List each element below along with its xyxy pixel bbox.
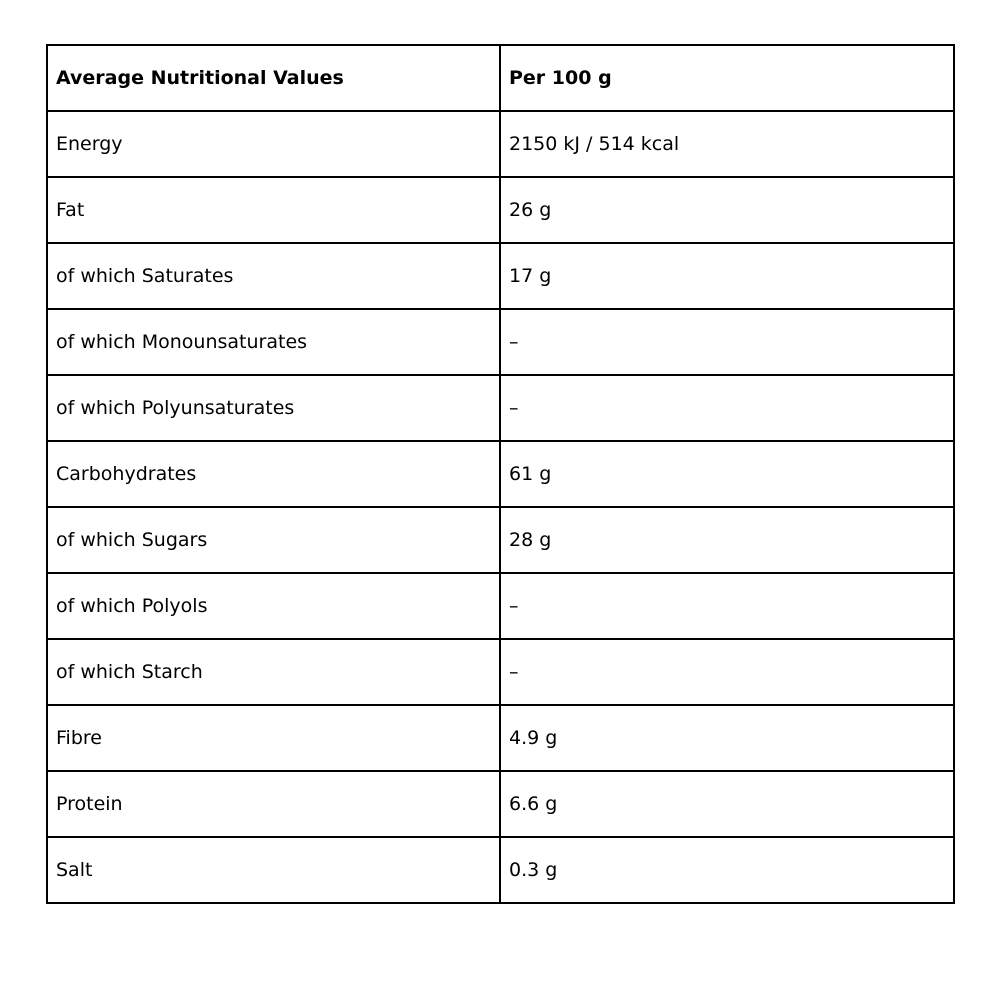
table-row <box>47 771 954 837</box>
table-row <box>47 441 954 507</box>
nutrient-name: Fat <box>47 177 500 243</box>
nutrient-name: of which Polyunsaturates <box>47 375 500 441</box>
nutrient-name: of which Polyols <box>47 573 500 639</box>
table-row <box>47 507 954 573</box>
nutrient-name: of which Saturates <box>47 243 500 309</box>
table-row <box>47 375 954 441</box>
nutrient-name: of which Sugars <box>47 507 500 573</box>
table-row <box>47 705 954 771</box>
table-row <box>47 111 954 177</box>
nutrient-value: 4.9 g <box>500 705 954 771</box>
table-row <box>47 177 954 243</box>
nutrient-name: Protein <box>47 771 500 837</box>
nutrient-name: Energy <box>47 111 500 177</box>
nutrient-value: 61 g <box>500 441 954 507</box>
table-row <box>47 243 954 309</box>
nutrient-name: of which Monounsaturates <box>47 309 500 375</box>
nutrient-value: – <box>500 573 954 639</box>
nutrient-name: Carbohydrates <box>47 441 500 507</box>
table-body <box>47 111 954 903</box>
header-row <box>47 45 954 111</box>
table-row <box>47 837 954 903</box>
table-row <box>47 639 954 705</box>
table-row <box>47 573 954 639</box>
nutrition-table <box>46 44 955 904</box>
nutrient-value: 28 g <box>500 507 954 573</box>
nutrient-value: – <box>500 639 954 705</box>
nutrient-value: 2150 kJ / 514 kcal <box>500 111 954 177</box>
header-nutrient: Average Nutritional Values <box>47 45 500 111</box>
table-header <box>47 45 954 111</box>
nutrient-value: – <box>500 375 954 441</box>
table-row <box>47 309 954 375</box>
nutrient-value: 6.6 g <box>500 771 954 837</box>
nutrient-value: – <box>500 309 954 375</box>
nutrient-value: 26 g <box>500 177 954 243</box>
nutrient-name: Fibre <box>47 705 500 771</box>
nutrient-name: of which Starch <box>47 639 500 705</box>
nutrient-value: 0.3 g <box>500 837 954 903</box>
header-per-100g: Per 100 g <box>500 45 954 111</box>
nutrient-name: Salt <box>47 837 500 903</box>
nutrient-value: 17 g <box>500 243 954 309</box>
